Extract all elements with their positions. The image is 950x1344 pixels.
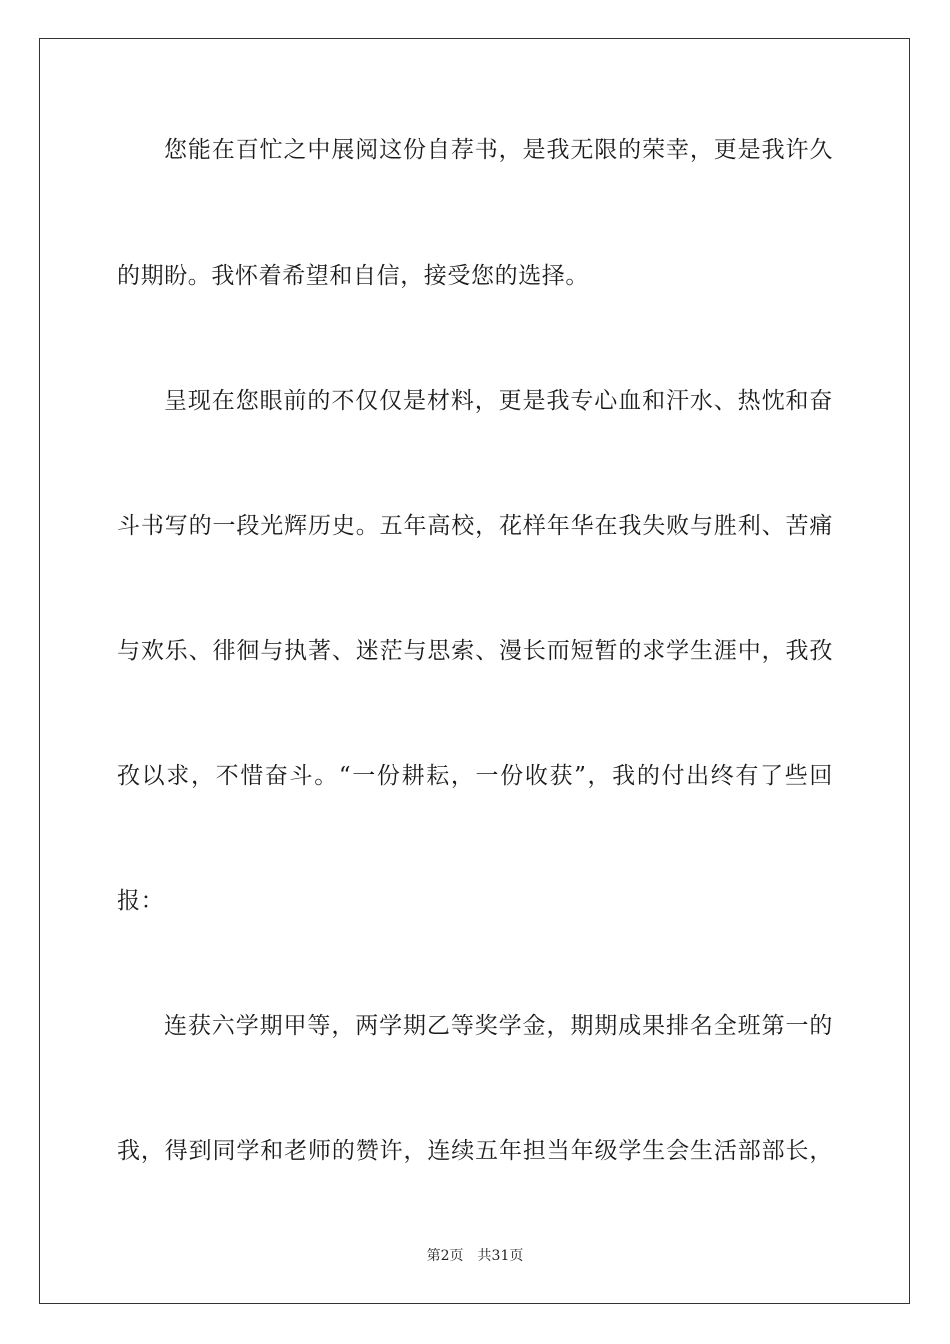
text-line: 斗书写的一段光辉历史。五年高校，花样年华在我失败与胜利、苦痛 — [117, 513, 833, 539]
text-line: 孜以求，不惜奋斗。“一份耕耘，一份收获”，我的付出终有了些回 — [117, 763, 833, 789]
text-line: 呈现在您眼前的不仅仅是材料，更是我专心血和汗水、热忱和奋 — [164, 388, 833, 414]
text-line: 报： — [117, 888, 165, 914]
page-number: 第2页 — [426, 1248, 464, 1264]
text-line: 连获六学期甲等，两学期乙等奖学金，期期成果排名全班第一的 — [164, 1013, 833, 1039]
page-footer — [0, 1247, 950, 1265]
text-line: 的期盼。我怀着希望和自信，接受您的选择。 — [117, 263, 589, 289]
text-line: 我，得到同学和老师的赞许，连续五年担当年级学生会生活部部长， — [117, 1138, 833, 1164]
text-line: 与欢乐、徘徊与执著、迷茫与思索、漫长而短暂的求学生涯中，我孜 — [117, 638, 833, 664]
page-total: 共31页 — [477, 1248, 524, 1264]
page-border — [39, 38, 910, 1304]
text-line: 您能在百忙之中展阅这份自荐书，是我无限的荣幸，更是我许久 — [164, 137, 833, 163]
